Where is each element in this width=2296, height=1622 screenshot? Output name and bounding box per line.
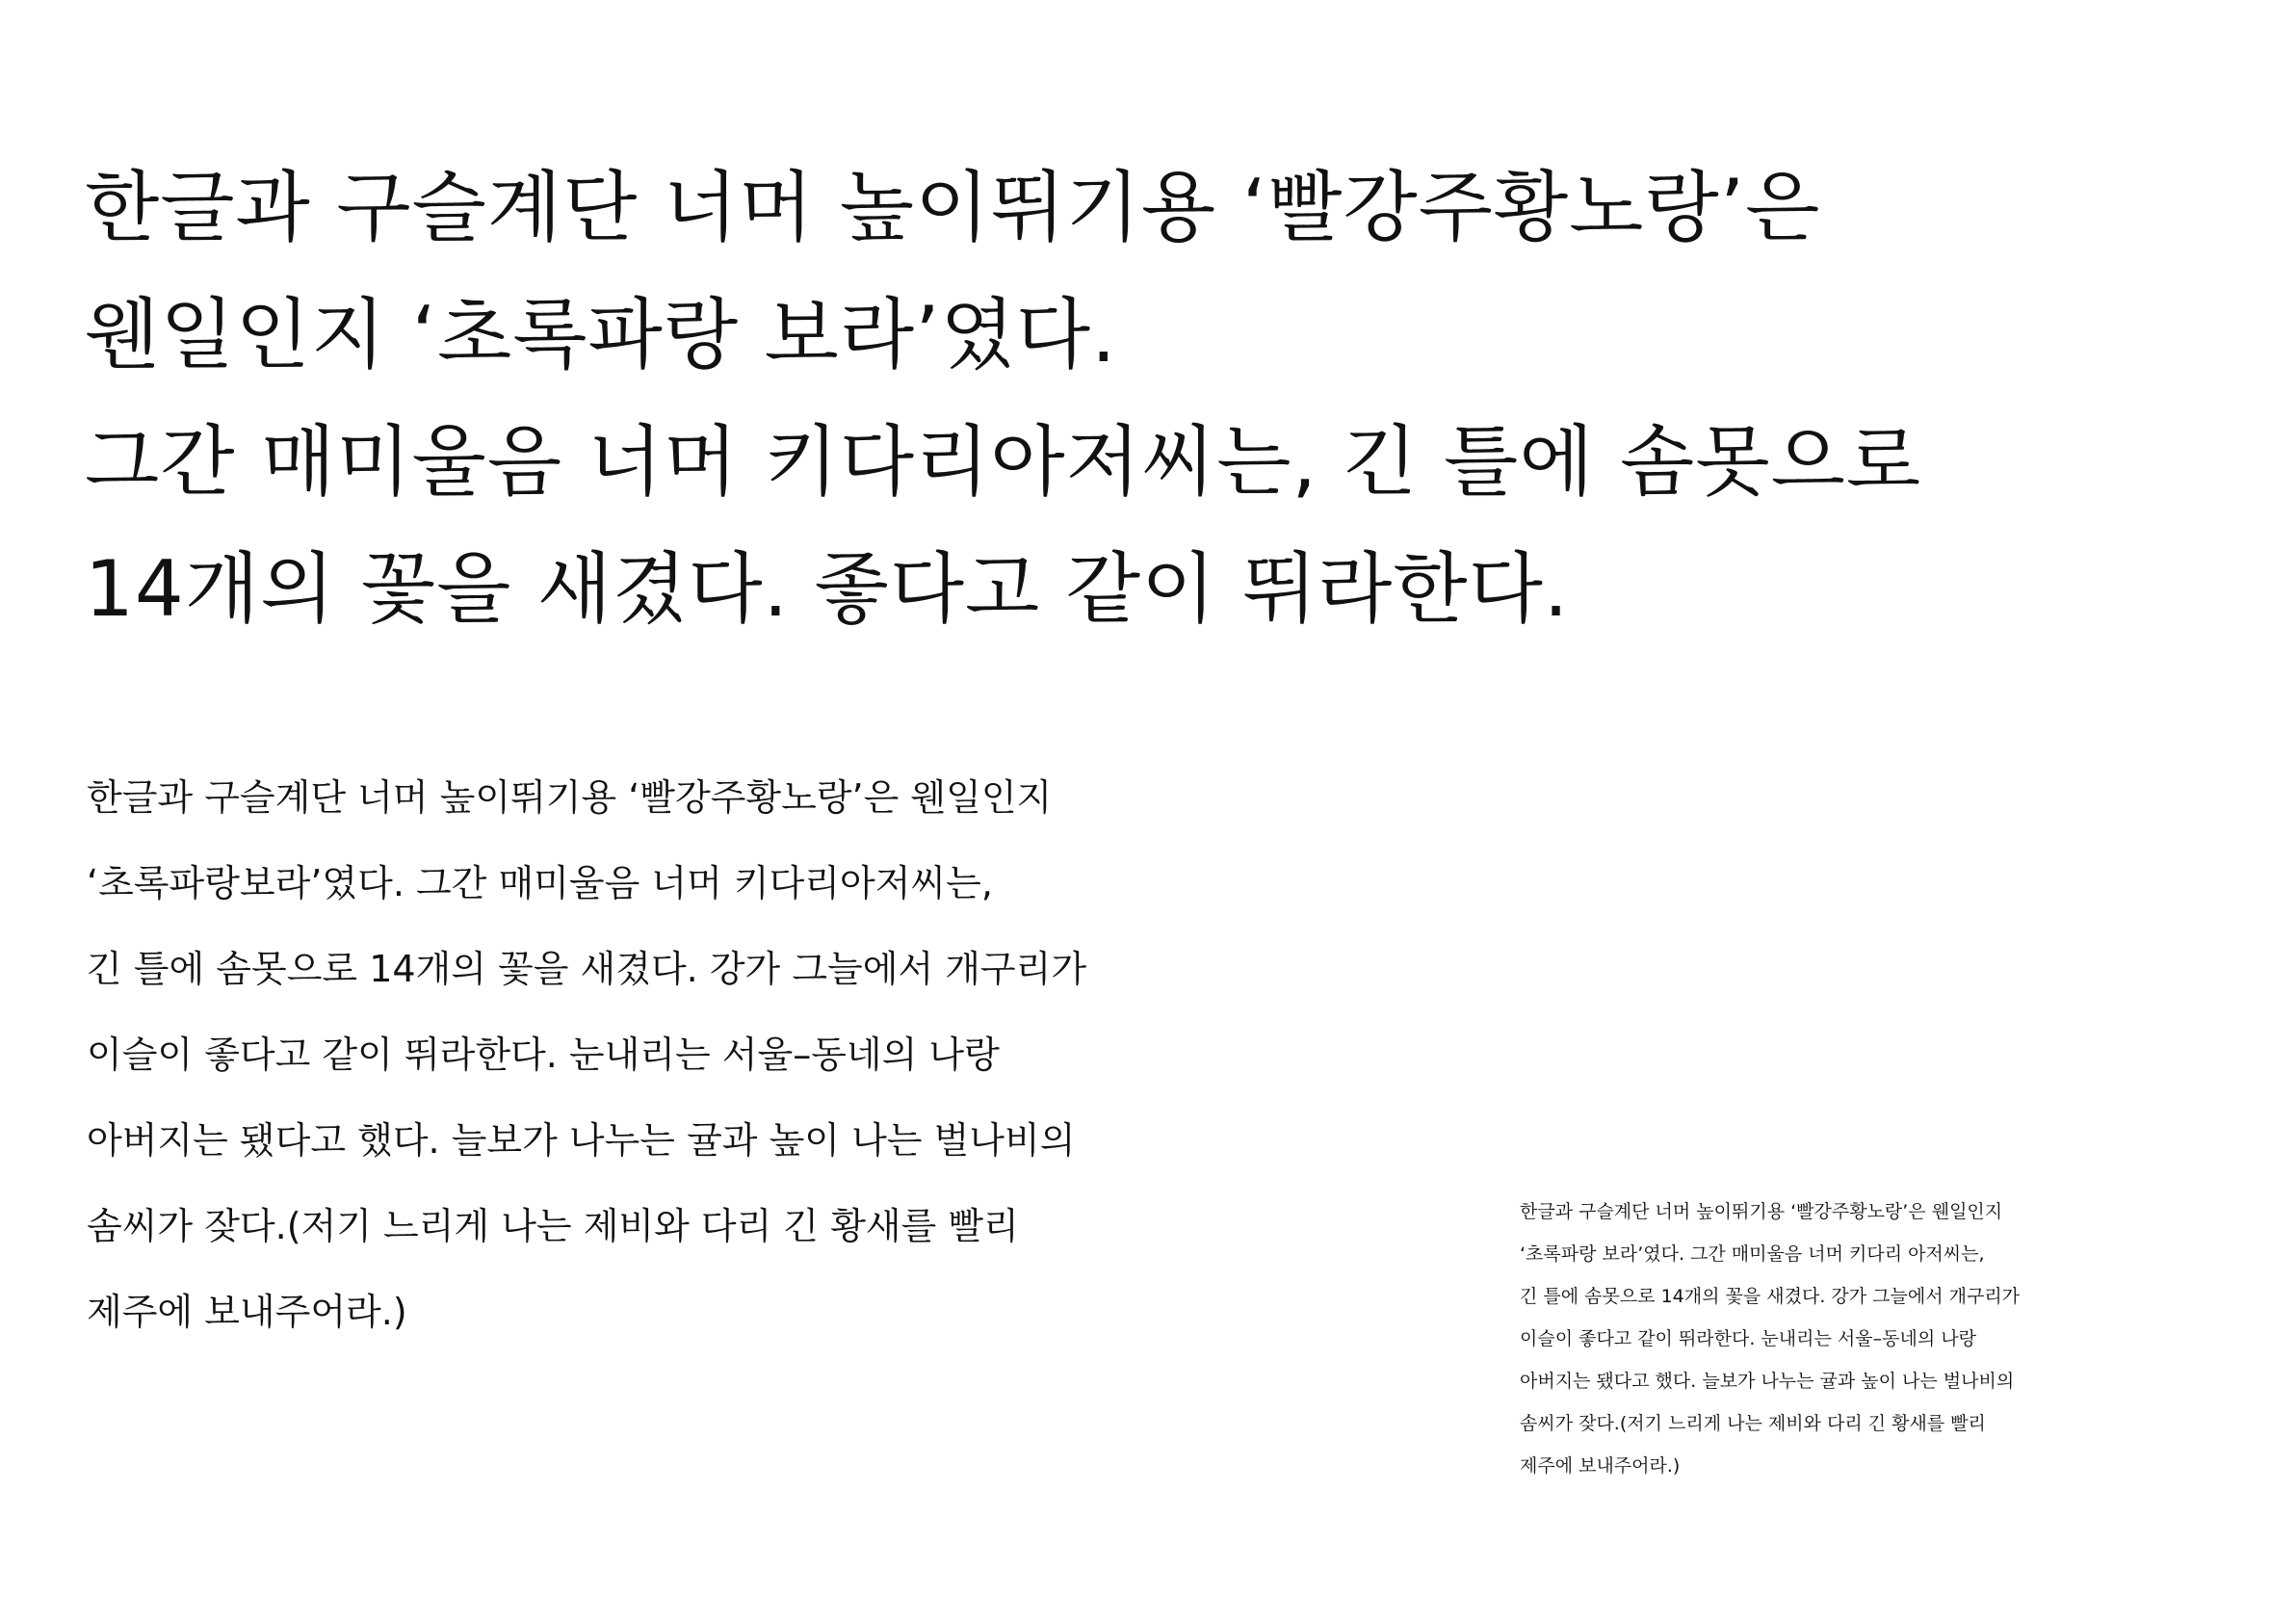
large-specimen-text [85, 144, 1921, 653]
small-text-line: 한글과 구슬계단 너머 높이뛰기용 ‘빨강주황노랑’은 웬일인지 [1520, 1201, 2003, 1222]
large-text-line: 웬일인지 ‘초록파랑 보라’였다. [85, 290, 1117, 379]
medium-specimen-text [87, 755, 1086, 1355]
small-text-line: 아버지는 됐다고 했다. 늘보가 나누는 귤과 높이 나는 벌나비의 [1520, 1371, 2015, 1392]
medium-text-line: 이슬이 좋다고 같이 뛰라한다. 눈내리는 서울–동네의 나랑 [87, 1033, 1000, 1076]
medium-text-line: ‘초록파랑보라’였다. 그간 매미울음 너머 키다리아저씨는, [87, 862, 993, 904]
medium-text-line: 제주에 보내주어라.) [87, 1291, 407, 1333]
large-text-line: 한글과 구슬계단 너머 높이뛰기용 ‘빨강주황노랑’은 [85, 163, 1821, 252]
small-text-line: 긴 틀에 솜못으로 14개의 꽃을 새겼다. 강가 그늘에서 개구리가 [1520, 1286, 2021, 1307]
large-text-line: 그간 매미울음 너머 키다리아저씨는, 긴 틀에 솜못으로 [85, 417, 1922, 507]
medium-text-line: 아버지는 됐다고 했다. 늘보가 나누는 귤과 높이 나는 벌나비의 [87, 1119, 1076, 1162]
medium-text-line: 솜씨가 잦다.(저기 느리게 나는 제비와 다리 긴 황새를 빨리 [87, 1205, 1019, 1247]
large-text-line: 14개의 꽃을 새겼다. 좋다고 같이 뛰라한다. [85, 544, 1570, 634]
medium-text-line: 긴 틀에 솜못으로 14개의 꽃을 새겼다. 강가 그늘에서 개구리가 [87, 948, 1087, 990]
small-text-line: 솜씨가 잦다.(저기 느리게 나는 제비와 다리 긴 황새를 빨리 [1520, 1413, 1986, 1434]
small-text-line: 제주에 보내주어라.) [1520, 1455, 1681, 1477]
small-text-line: ‘초록파랑 보라’였다. 그간 매미울음 너머 키다리 아저씨는, [1520, 1243, 1985, 1265]
medium-text-line: 한글과 구슬계단 너머 높이뛰기용 ‘빨강주황노랑’은 웬일인지 [87, 776, 1053, 819]
small-text-line: 이슬이 좋다고 같이 뛰라한다. 눈내리는 서울–동네의 나랑 [1520, 1328, 1976, 1349]
small-specimen-text [1520, 1190, 2020, 1487]
